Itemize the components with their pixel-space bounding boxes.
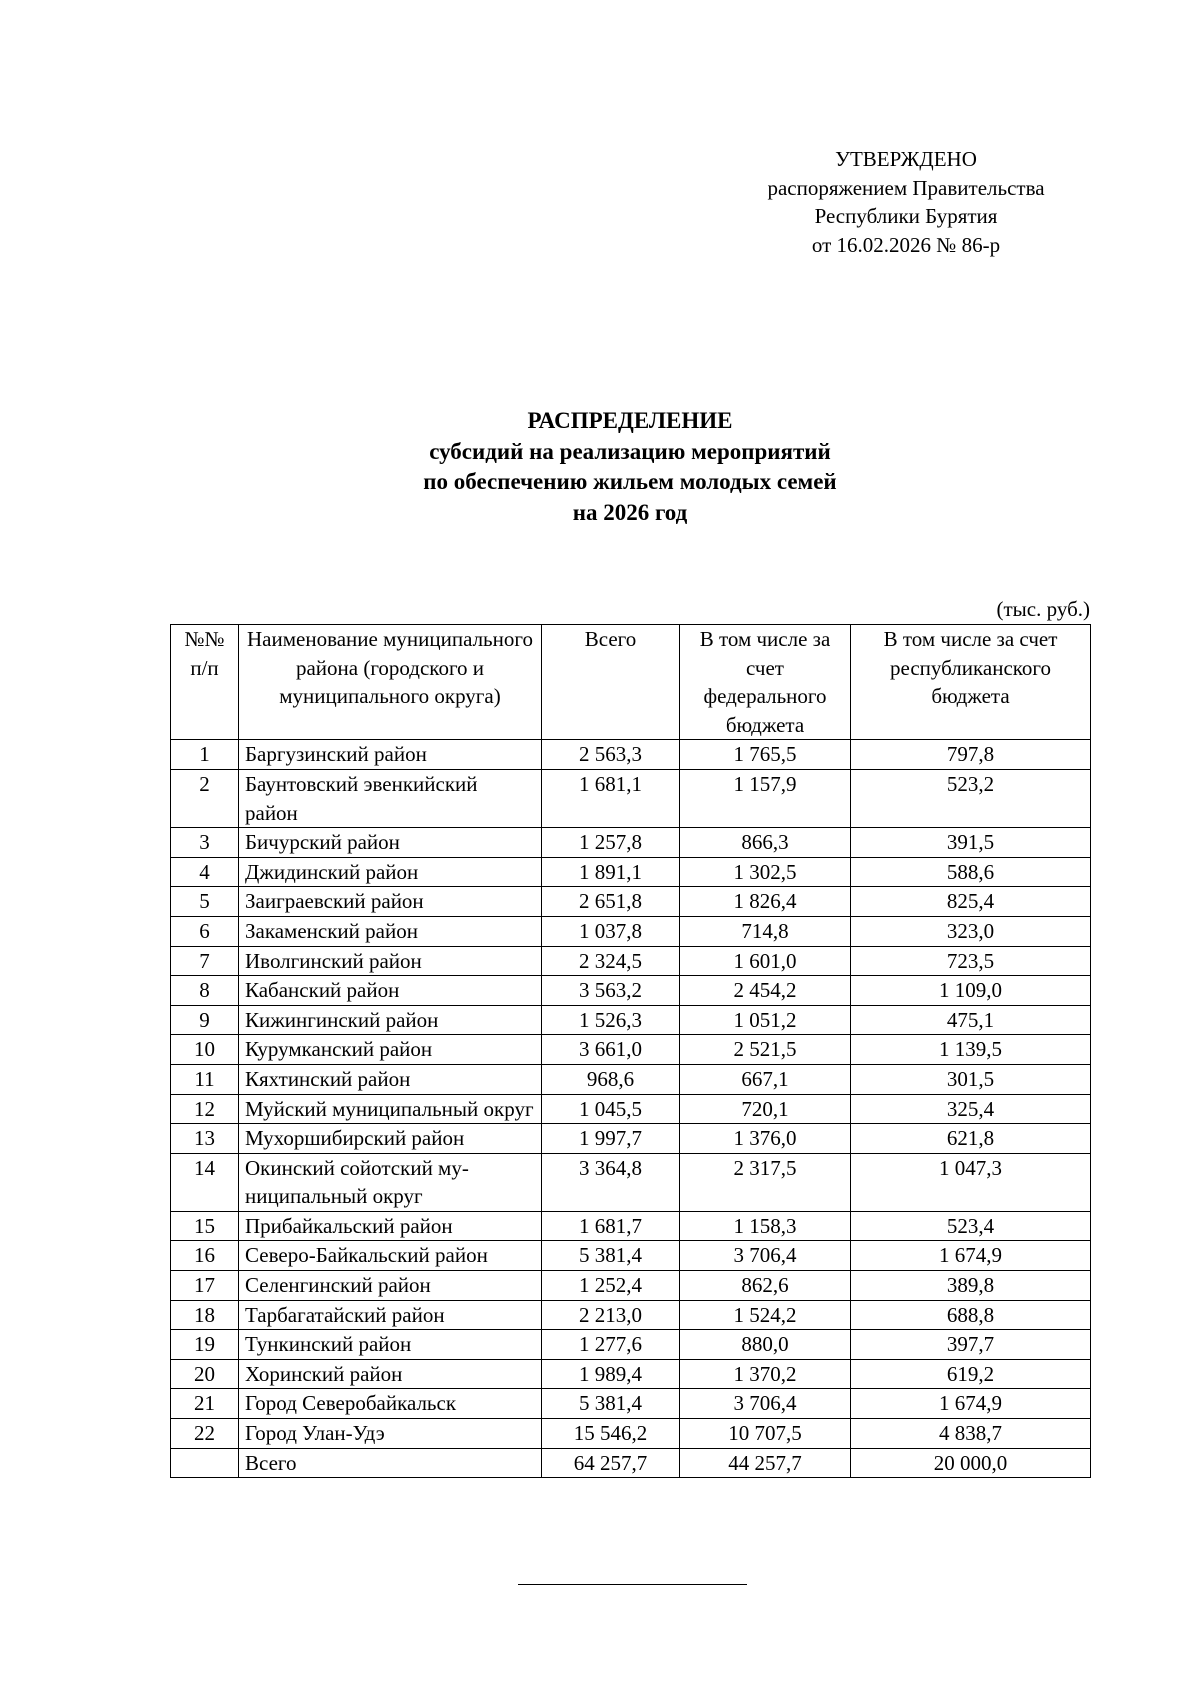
cell-total: 1 526,3 <box>542 1005 680 1035</box>
cell-republic: 1 109,0 <box>851 976 1091 1006</box>
cell-republic: 1 047,3 <box>851 1153 1091 1211</box>
cell-republic: 391,5 <box>851 828 1091 858</box>
cell-num: 22 <box>171 1419 239 1449</box>
cell-name: Окинский сойотский му-ниципальный округ <box>239 1153 542 1211</box>
cell-total: 1 989,4 <box>542 1359 680 1389</box>
cell-total: 2 563,3 <box>542 740 680 770</box>
cell-republic: 20 000,0 <box>851 1448 1091 1478</box>
cell-federal: 2 317,5 <box>680 1153 851 1211</box>
cell-total: 2 324,5 <box>542 946 680 976</box>
cell-name: Кабанский район <box>239 976 542 1006</box>
table-row <box>171 887 1091 917</box>
cell-total: 1 257,8 <box>542 828 680 858</box>
table-row <box>171 1035 1091 1065</box>
cell-name: Закаменский район <box>239 916 542 946</box>
cell-federal: 720,1 <box>680 1094 851 1124</box>
table-row <box>171 828 1091 858</box>
cell-name: Тункинский район <box>239 1330 542 1360</box>
table-row <box>171 1211 1091 1241</box>
cell-name: Всего <box>239 1448 542 1478</box>
cell-federal: 44 257,7 <box>680 1448 851 1478</box>
cell-num: 18 <box>171 1300 239 1330</box>
cell-republic: 523,2 <box>851 769 1091 827</box>
title-line: по обеспечению жильем молодых семей <box>423 469 837 494</box>
cell-num <box>171 1448 239 1478</box>
cell-republic: 389,8 <box>851 1271 1091 1301</box>
cell-republic: 325,4 <box>851 1094 1091 1124</box>
cell-name: Город Северобайкальск <box>239 1389 542 1419</box>
cell-federal: 10 707,5 <box>680 1419 851 1449</box>
cell-num: 11 <box>171 1064 239 1094</box>
table-row <box>171 1064 1091 1094</box>
table-row <box>171 1271 1091 1301</box>
cell-total: 64 257,7 <box>542 1448 680 1478</box>
cell-federal: 1 302,5 <box>680 857 851 887</box>
table-row <box>171 1359 1091 1389</box>
table-header-row <box>171 625 1091 740</box>
cell-total: 1 277,6 <box>542 1330 680 1360</box>
table-row <box>171 740 1091 770</box>
cell-federal: 1 376,0 <box>680 1124 851 1154</box>
cell-federal: 3 706,4 <box>680 1389 851 1419</box>
cell-total: 3 661,0 <box>542 1035 680 1065</box>
cell-total: 1 252,4 <box>542 1271 680 1301</box>
cell-num: 3 <box>171 828 239 858</box>
cell-federal: 1 158,3 <box>680 1211 851 1241</box>
cell-republic: 825,4 <box>851 887 1091 917</box>
cell-republic: 1 674,9 <box>851 1241 1091 1271</box>
table-total-row <box>171 1448 1091 1478</box>
cell-total: 2 213,0 <box>542 1300 680 1330</box>
cell-name: Джидинский район <box>239 857 542 887</box>
cell-federal: 1 765,5 <box>680 740 851 770</box>
header-federal: В том числе за счет федерального бюджета <box>680 625 851 740</box>
cell-name: Кяхтинский район <box>239 1064 542 1094</box>
cell-num: 14 <box>171 1153 239 1211</box>
units-label: (тыс. руб.) <box>996 597 1090 621</box>
cell-total: 1 997,7 <box>542 1124 680 1154</box>
table-row <box>171 1094 1091 1124</box>
closing-rule <box>518 1584 747 1585</box>
header-total: Всего <box>542 625 680 740</box>
cell-total: 3 563,2 <box>542 976 680 1006</box>
cell-federal: 1 826,4 <box>680 887 851 917</box>
cell-total: 3 364,8 <box>542 1153 680 1211</box>
cell-name: Заиграевский район <box>239 887 542 917</box>
table-row <box>171 976 1091 1006</box>
table-row <box>171 857 1091 887</box>
cell-total: 5 381,4 <box>542 1241 680 1271</box>
cell-num: 13 <box>171 1124 239 1154</box>
approval-line: распоряжением Правительства <box>767 175 1045 200</box>
cell-total: 2 651,8 <box>542 887 680 917</box>
table-row <box>171 1330 1091 1360</box>
cell-total: 15 546,2 <box>542 1419 680 1449</box>
table-row <box>171 1005 1091 1035</box>
title-line: субсидий на реализацию мероприятий <box>429 438 831 464</box>
cell-name: Баргузинский район <box>239 740 542 770</box>
cell-num: 9 <box>171 1005 239 1035</box>
cell-num: 10 <box>171 1035 239 1065</box>
title-line: на 2026 год <box>572 499 688 525</box>
cell-name: Курумканский район <box>239 1035 542 1065</box>
cell-federal: 714,8 <box>680 916 851 946</box>
table-row <box>171 916 1091 946</box>
cell-num: 15 <box>171 1211 239 1241</box>
cell-num: 12 <box>171 1094 239 1124</box>
cell-num: 16 <box>171 1241 239 1271</box>
cell-num: 8 <box>171 976 239 1006</box>
cell-republic: 523,4 <box>851 1211 1091 1241</box>
cell-republic: 723,5 <box>851 946 1091 976</box>
cell-name: Город Улан-Удэ <box>239 1419 542 1449</box>
cell-republic: 323,0 <box>851 916 1091 946</box>
cell-name: Тарбагатайский район <box>239 1300 542 1330</box>
header-name: Наименование муниципального района (городского и муниципального округа) <box>239 625 542 740</box>
table-row <box>171 1241 1091 1271</box>
cell-name: Мухоршибирский район <box>239 1124 542 1154</box>
cell-name: Иволгинский район <box>239 946 542 976</box>
distribution-table <box>170 624 1091 1478</box>
cell-total: 968,6 <box>542 1064 680 1094</box>
cell-name: Селенгинский район <box>239 1271 542 1301</box>
cell-num: 1 <box>171 740 239 770</box>
cell-total: 1 891,1 <box>542 857 680 887</box>
cell-total: 1 681,7 <box>542 1211 680 1241</box>
cell-name: Северо-Байкальский район <box>239 1241 542 1271</box>
cell-republic: 301,5 <box>851 1064 1091 1094</box>
cell-name: Кижингинский район <box>239 1005 542 1035</box>
header-num: №№ п/п <box>171 625 239 740</box>
cell-federal: 1 051,2 <box>680 1005 851 1035</box>
cell-federal: 866,3 <box>680 828 851 858</box>
approval-stamp <box>736 145 1076 259</box>
table-row <box>171 1389 1091 1419</box>
table-row <box>171 946 1091 976</box>
cell-federal: 667,1 <box>680 1064 851 1094</box>
approval-line: Республики Бурятия <box>814 204 998 228</box>
cell-num: 7 <box>171 946 239 976</box>
header-republic: В том числе за счет республиканского бюджета <box>851 625 1091 740</box>
cell-name: Бичурский район <box>239 828 542 858</box>
approval-line: УТВЕРЖДЕНО <box>835 147 977 171</box>
cell-total: 5 381,4 <box>542 1389 680 1419</box>
cell-num: 5 <box>171 887 239 917</box>
cell-total: 1 681,1 <box>542 769 680 827</box>
approval-line: от 16.02.2026 № 86-р <box>811 232 1001 257</box>
cell-federal: 1 157,9 <box>680 769 851 827</box>
table-row <box>171 1153 1091 1211</box>
cell-num: 17 <box>171 1271 239 1301</box>
cell-name: Хоринский район <box>239 1359 542 1389</box>
cell-num: 6 <box>171 916 239 946</box>
cell-republic: 621,8 <box>851 1124 1091 1154</box>
cell-federal: 862,6 <box>680 1271 851 1301</box>
cell-num: 19 <box>171 1330 239 1360</box>
cell-federal: 3 706,4 <box>680 1241 851 1271</box>
cell-republic: 475,1 <box>851 1005 1091 1035</box>
cell-name: Баунтовский эвенкийский район <box>239 769 542 827</box>
table-body <box>171 740 1091 1478</box>
table-row <box>171 1300 1091 1330</box>
cell-republic: 688,8 <box>851 1300 1091 1330</box>
cell-name: Прибайкальский район <box>239 1211 542 1241</box>
title-line: РАСПРЕДЕЛЕНИЕ <box>527 408 733 433</box>
cell-republic: 588,6 <box>851 857 1091 887</box>
cell-federal: 1 601,0 <box>680 946 851 976</box>
cell-name: Муйский муниципальный округ <box>239 1094 542 1124</box>
table-row <box>171 769 1091 827</box>
cell-federal: 2 454,2 <box>680 976 851 1006</box>
document-title <box>200 406 1060 528</box>
cell-federal: 1 524,2 <box>680 1300 851 1330</box>
cell-republic: 4 838,7 <box>851 1419 1091 1449</box>
cell-federal: 1 370,2 <box>680 1359 851 1389</box>
cell-num: 20 <box>171 1359 239 1389</box>
cell-federal: 880,0 <box>680 1330 851 1360</box>
table-row <box>171 1419 1091 1449</box>
table-row <box>171 1124 1091 1154</box>
cell-num: 2 <box>171 769 239 827</box>
cell-republic: 797,8 <box>851 740 1091 770</box>
cell-republic: 1 139,5 <box>851 1035 1091 1065</box>
cell-total: 1 037,8 <box>542 916 680 946</box>
cell-republic: 619,2 <box>851 1359 1091 1389</box>
cell-num: 4 <box>171 857 239 887</box>
cell-republic: 397,7 <box>851 1330 1091 1360</box>
cell-federal: 2 521,5 <box>680 1035 851 1065</box>
cell-num: 21 <box>171 1389 239 1419</box>
cell-republic: 1 674,9 <box>851 1389 1091 1419</box>
cell-total: 1 045,5 <box>542 1094 680 1124</box>
